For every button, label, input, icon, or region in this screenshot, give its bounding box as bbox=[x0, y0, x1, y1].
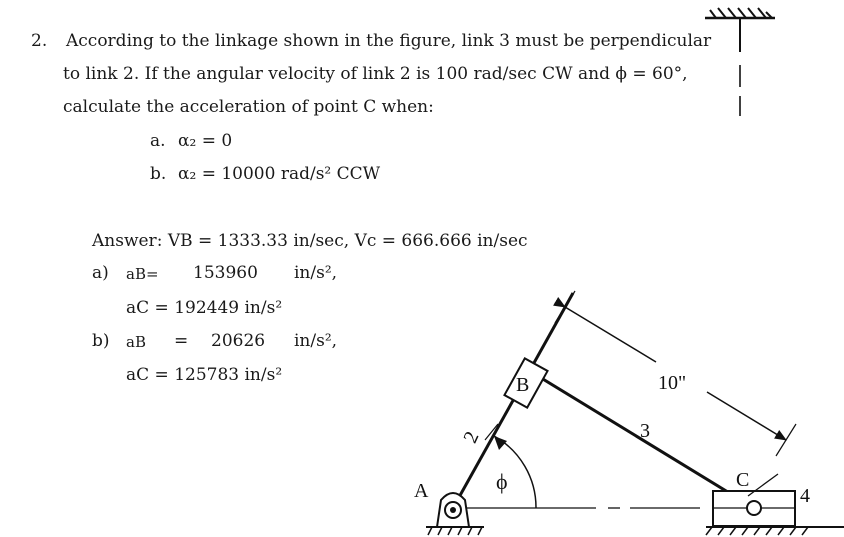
label-link-3: 3 bbox=[640, 420, 650, 442]
part-a-text: α₂ = 0 bbox=[178, 131, 233, 151]
answer-a-aB-name: aB= bbox=[126, 265, 159, 283]
label-A: A bbox=[414, 480, 429, 502]
answer-a-label: a) bbox=[92, 263, 109, 283]
answer-b-aB-unit: in/s², bbox=[294, 331, 338, 351]
answer-b-aB-value: 20626 bbox=[211, 331, 266, 351]
answer-a-aB-value: 153960 bbox=[193, 263, 258, 283]
label-B: B bbox=[516, 374, 530, 396]
part-b-text: α₂ = 10000 rad/s² CCW bbox=[178, 164, 381, 184]
slider-block-C bbox=[713, 491, 795, 526]
problem-number: 2. bbox=[31, 31, 48, 51]
label-length-10in: 10" bbox=[658, 372, 687, 394]
answer-b-aB-name: aB bbox=[126, 333, 146, 351]
label-C: C bbox=[736, 469, 750, 491]
part-b-label: b. bbox=[150, 164, 167, 184]
label-phi: ϕ bbox=[496, 469, 508, 494]
top-support bbox=[705, 8, 775, 116]
problem-line-3: calculate the acceleration of point C when: bbox=[63, 97, 434, 117]
part-a-label: a. bbox=[150, 131, 166, 151]
problem-line-1: According to the linkage shown in the figure, link 3 must be perpendicular bbox=[66, 31, 712, 51]
answer-a-aC: aC = 192449 in/s² bbox=[126, 298, 283, 318]
answer-header: Answer: VB = 1333.33 in/sec, Vc = 666.666 in/sec bbox=[92, 231, 528, 251]
label-link-2: 2 bbox=[459, 428, 484, 447]
answer-b-equals: = bbox=[174, 331, 189, 351]
phi-arrowhead bbox=[494, 436, 507, 450]
label-link-4: 4 bbox=[800, 485, 810, 507]
slider-ground-rail bbox=[706, 527, 844, 535]
answer-a-aB-unit: in/s², bbox=[294, 263, 338, 283]
ground-pivot-A bbox=[426, 493, 484, 535]
problem-line-2: to link 2. If the angular velocity of link 2 is 100 rad/sec CW and ϕ = 60°, bbox=[63, 64, 688, 84]
answer-b-label: b) bbox=[92, 331, 110, 351]
answer-b-aC: aC = 125783 in/s² bbox=[126, 365, 283, 385]
